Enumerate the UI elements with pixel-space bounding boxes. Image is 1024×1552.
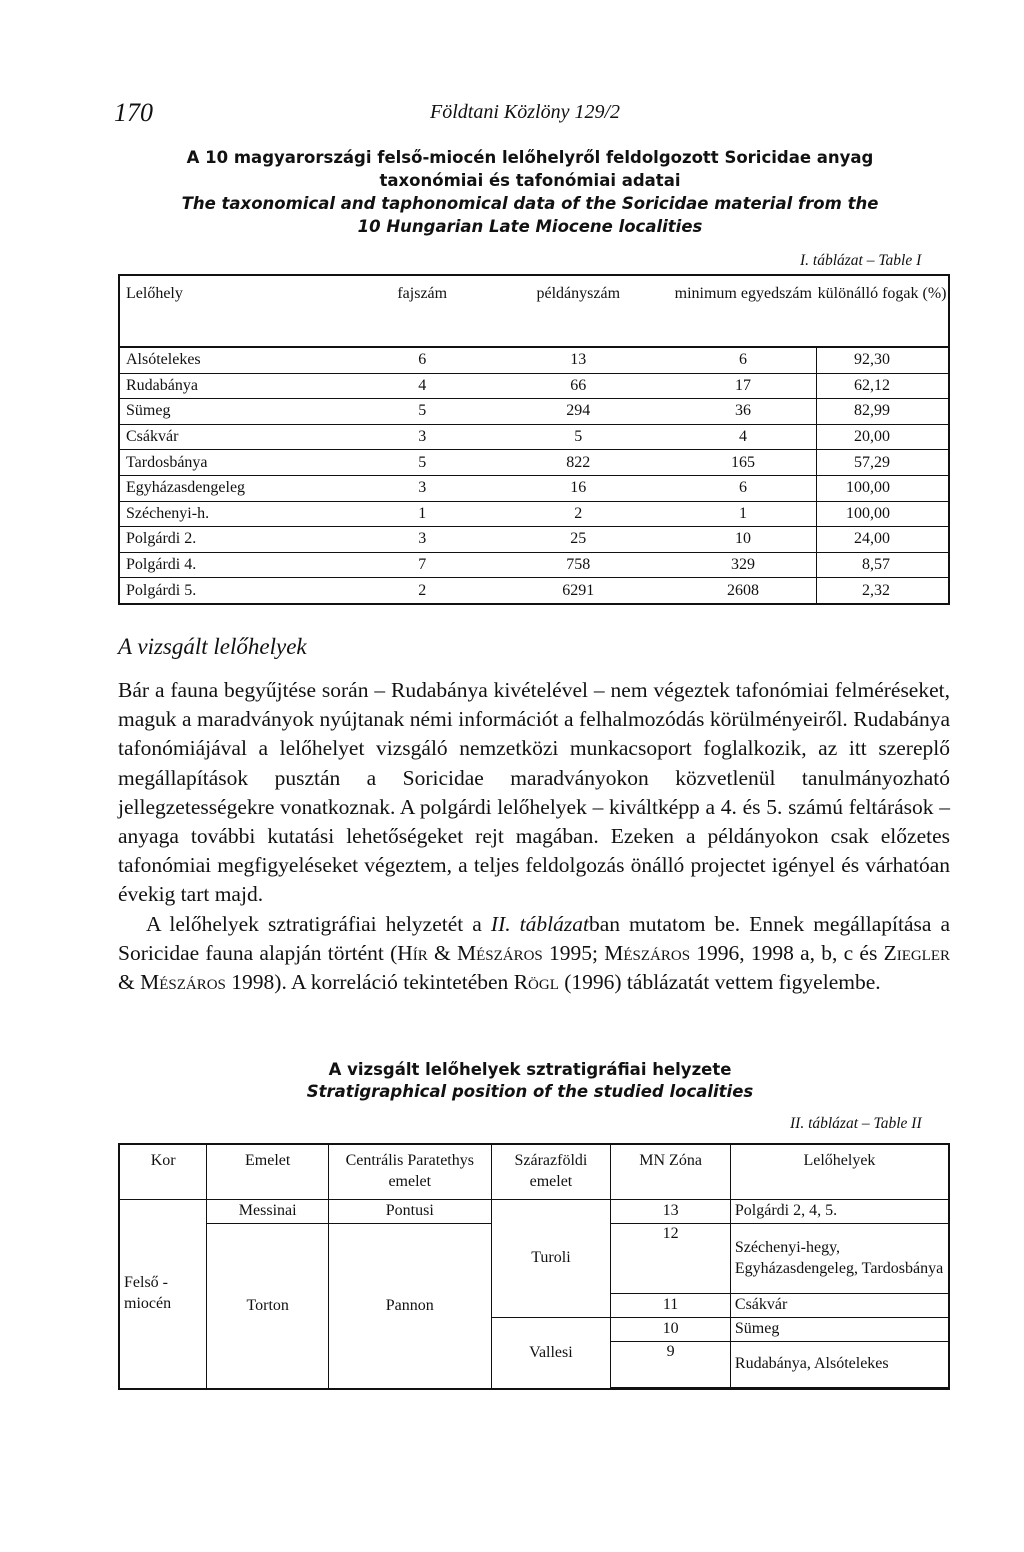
page-number: 170: [114, 98, 153, 127]
cell-species: 1: [358, 501, 486, 527]
cell-messinai: Messinai: [207, 1200, 329, 1224]
cell-vallesi: Vallesi: [491, 1318, 611, 1390]
table2-title-en: Stratigraphical position of the studied localities: [306, 1082, 754, 1101]
cell-min: 2608: [671, 578, 817, 604]
cell-pct: 24,00: [816, 527, 949, 553]
table1-title-en-1: The taxonomical and taphonomical data of the Soricidae material from the: [181, 194, 879, 213]
table1-title-hu-2: taxonómiai és tafonómiai adatai: [379, 171, 681, 190]
table1: [118, 274, 950, 605]
cell-location: Széchenyi-h.: [119, 501, 358, 527]
col-header-min-individuals: minimum egyedszám: [674, 285, 812, 302]
table-row: [119, 527, 949, 553]
journal-header: Földtani Közlöny 129/2: [430, 101, 620, 123]
cell-species: 5: [358, 399, 486, 425]
cell-specimens: 25: [486, 527, 670, 553]
cell-location: Polgárdi 5.: [119, 578, 358, 604]
cell-sites: Polgárdi 2, 4, 5.: [730, 1200, 949, 1224]
cell-pct: 92,30: [816, 347, 949, 373]
cell-species: 3: [358, 475, 486, 501]
table-row: [119, 399, 949, 425]
cell-min: 329: [671, 552, 817, 578]
table-row: [119, 450, 949, 476]
cell-pct: 82,99: [816, 399, 949, 425]
col-header-species-count: fajszám: [397, 285, 448, 302]
cell-min: 1: [671, 501, 817, 527]
table2-title-hu: A vizsgált lelőhelyek sztratigráfiai helyzete: [328, 1060, 732, 1079]
cell-min: 165: [671, 450, 817, 476]
cell-location: Polgárdi 4.: [119, 552, 358, 578]
cell-sites: Csákvár: [730, 1294, 949, 1318]
cell-pct: 100,00: [816, 501, 949, 527]
table1-title-en-2: 10 Hungarian Late Miocene localities: [357, 217, 703, 236]
cell-min: 10: [671, 527, 817, 553]
table-row: [119, 424, 949, 450]
cell-min: 6: [671, 347, 817, 373]
col-header-centralis: Centrális Paratethys emelet: [329, 1144, 492, 1200]
cell-min: 4: [671, 424, 817, 450]
cell-species: 6: [358, 347, 486, 373]
cell-pct: 8,57: [816, 552, 949, 578]
cell-species: 3: [358, 424, 486, 450]
cell-specimens: 66: [486, 373, 670, 399]
table-row: [119, 347, 949, 373]
cell-specimens: 294: [486, 399, 670, 425]
table-row: [119, 1200, 949, 1224]
table1-header-row: [119, 275, 949, 347]
cell-torton: Torton: [207, 1224, 329, 1390]
cell-zone: 9: [611, 1342, 731, 1388]
cell-species: 3: [358, 527, 486, 553]
cell-specimens: 16: [486, 475, 670, 501]
cell-specimens: 822: [486, 450, 670, 476]
cell-pannon: Pannon: [329, 1224, 492, 1390]
cell-specimens: 2: [486, 501, 670, 527]
cell-zone: 13: [611, 1200, 731, 1224]
table-row: [119, 578, 949, 604]
spacer-cell: [730, 1388, 949, 1390]
cell-species: 4: [358, 373, 486, 399]
paragraph-1: Bár a fauna begyűjtése során – Rudabánya kivételével – nem végeztek tafonómiai felméréseket, maguk a maradványok nyújtanak némi információt a felhalmozódás körülményeiről. Rudabánya tafonómiájával a lelőhelyet vizsgáló nemzetközi munkacsoport foglalkozik, az itt szereplő megállapítások pusztán a Soricidae maradványokon közvetlenül tanulmányozható jellegzetességekre vonatkoznak. A polgárdi lelőhelyek – kiváltképp a 4. és 5. számú feltárások – anyaga további kutatási lehetőségeket rejt magában. Ezeken a példányokon csak előzetes tafonómiai megfigyeléseket végeztem, a teljes feldolgozás önálló projectet igényel és várhatóan évekig tart majd.: [118, 678, 950, 907]
table-row: [119, 501, 949, 527]
cell-location: Polgárdi 2.: [119, 527, 358, 553]
table-row: [119, 552, 949, 578]
paragraph-2: A lelőhelyek sztratigráfiai helyzetét a II. táblázatban mutatom be. Ennek megállapítása a Soricidae fauna alapján történt (Hír & Mészáros 1995; Mészáros 1996, 1998 a, b, c és Ziegler & Mészáros 1998). A korreláció tekintetében Rögl (1996) táblázatát vettem figyelembe.: [118, 911, 951, 995]
cell-sites: Széchenyi-hegy, Egyházasdengeleg, Tardosbánya: [730, 1224, 949, 1294]
cell-min: 36: [671, 399, 817, 425]
col-header-sites: Lelőhelyek: [730, 1144, 949, 1200]
cell-pct: 62,12: [816, 373, 949, 399]
cell-location: Csákvár: [119, 424, 358, 450]
cell-sites: Rudabánya, Alsótelekes: [730, 1342, 949, 1388]
cell-species: 7: [358, 552, 486, 578]
col-header-szarazfoldi: Szárazföldi emelet: [491, 1144, 611, 1200]
cell-pct: 100,00: [816, 475, 949, 501]
cell-turoli: Turoli: [491, 1200, 611, 1318]
cell-zone: 10: [611, 1318, 731, 1342]
cell-pct: 2,32: [816, 578, 949, 604]
cell-location: Rudabánya: [119, 373, 358, 399]
col-header-specimen-count: példányszám: [536, 285, 621, 302]
cell-species: 2: [358, 578, 486, 604]
table1-label: I. táblázat – Table I: [800, 252, 922, 269]
cell-min: 17: [671, 373, 817, 399]
spacer-cell: [611, 1388, 731, 1390]
cell-zone: 12: [611, 1224, 731, 1294]
table2-header-row: [119, 1144, 949, 1200]
cell-location: Sümeg: [119, 399, 358, 425]
table2-label: II. táblázat – Table II: [790, 1115, 922, 1132]
cell-pontusi: Pontusi: [329, 1200, 492, 1224]
cell-location: Egyházasdengeleg: [119, 475, 358, 501]
table-row: [119, 475, 949, 501]
cell-specimens: 758: [486, 552, 670, 578]
cell-location: Tardosbánya: [119, 450, 358, 476]
cell-zone: 11: [611, 1294, 731, 1318]
col-header-mn-zone: MN Zóna: [611, 1144, 731, 1200]
table-row: [119, 373, 949, 399]
col-header-emelet: Emelet: [207, 1144, 329, 1200]
col-header-kor: Kor: [119, 1144, 207, 1200]
cell-specimens: 6291: [486, 578, 670, 604]
cell-specimens: 13: [486, 347, 670, 373]
table1-title-hu-1: A 10 magyarországi felső-miocén lelőhelyről feldolgozott Soricidae anyag: [186, 148, 874, 167]
body-text: [118, 676, 950, 997]
col-header-isolated-teeth: különálló fogak (%): [816, 275, 949, 347]
col-header-location: Lelőhely: [119, 275, 358, 347]
cell-species: 5: [358, 450, 486, 476]
cell-specimens: 5: [486, 424, 670, 450]
table2: [118, 1143, 950, 1390]
cell-location: Alsótelekes: [119, 347, 358, 373]
cell-pct: 20,00: [816, 424, 949, 450]
cell-kor: Felső - miocén: [119, 1200, 207, 1390]
cell-pct: 57,29: [816, 450, 949, 476]
cell-sites: Sümeg: [730, 1318, 949, 1342]
section-title: A vizsgált lelőhelyek: [118, 634, 307, 659]
cell-min: 6: [671, 475, 817, 501]
